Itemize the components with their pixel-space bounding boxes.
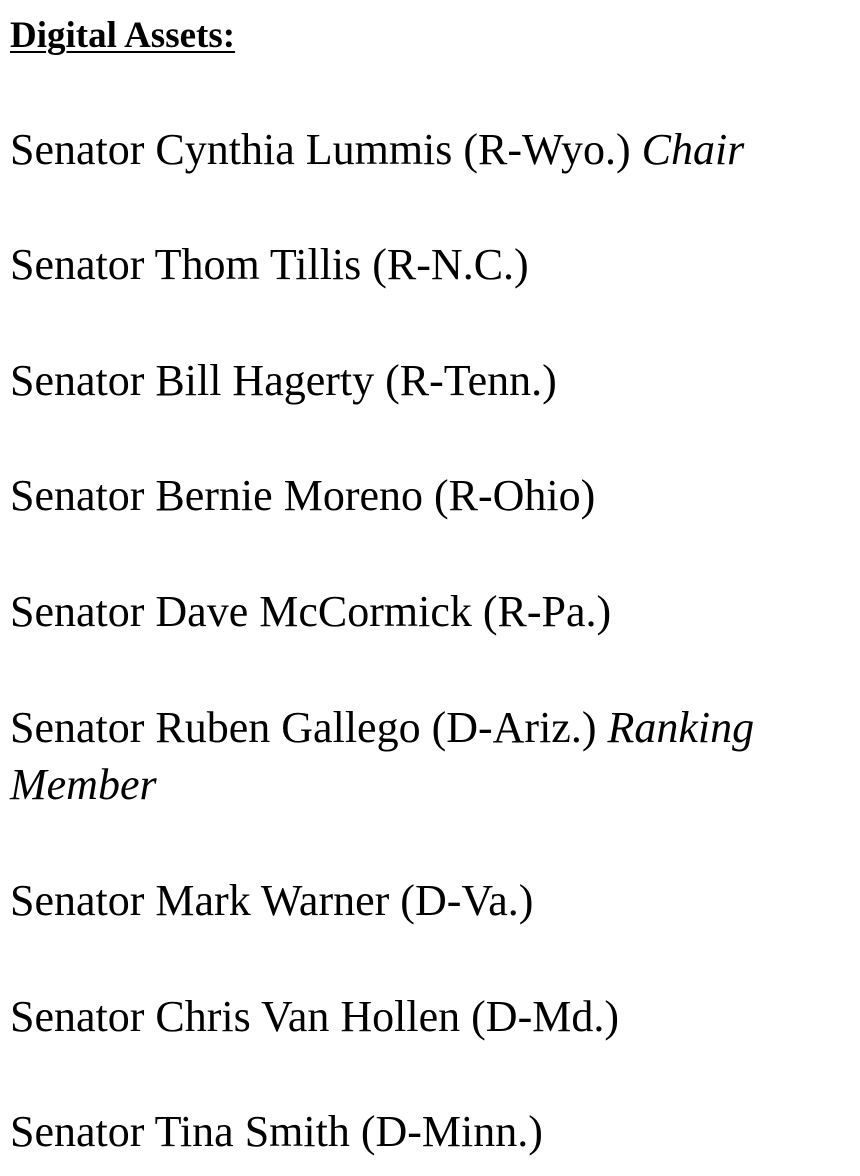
member-entry bbox=[10, 467, 840, 524]
member-entry bbox=[10, 699, 840, 813]
member-entry bbox=[10, 352, 840, 409]
member-entry bbox=[10, 988, 840, 1045]
member-name: Senator Bill Hagerty (R-Tenn.) bbox=[10, 356, 557, 405]
member-name: Senator Cynthia Lummis (R-Wyo.) bbox=[10, 125, 631, 174]
member-entry bbox=[10, 583, 840, 640]
member-entry bbox=[10, 1103, 840, 1160]
member-name: Senator Ruben Gallego (D-Ariz.) bbox=[10, 703, 597, 752]
member-role: Ranking Member bbox=[10, 703, 755, 809]
member-entry bbox=[10, 872, 840, 929]
member-name: Senator Tina Smith (D-Minn.) bbox=[10, 1107, 543, 1156]
member-name: Senator Dave McCormick (R-Pa.) bbox=[10, 587, 612, 636]
member-name: Senator Chris Van Hollen (D-Md.) bbox=[10, 992, 619, 1041]
member-name: Senator Thom Tillis (R-N.C.) bbox=[10, 240, 529, 289]
section-heading: Digital Assets: bbox=[10, 15, 236, 56]
member-entry bbox=[10, 236, 840, 293]
member-entry bbox=[10, 121, 840, 178]
member-name: Senator Bernie Moreno (R-Ohio) bbox=[10, 471, 596, 520]
member-role: Chair bbox=[641, 125, 745, 174]
member-name: Senator Mark Warner (D-Va.) bbox=[10, 876, 534, 925]
